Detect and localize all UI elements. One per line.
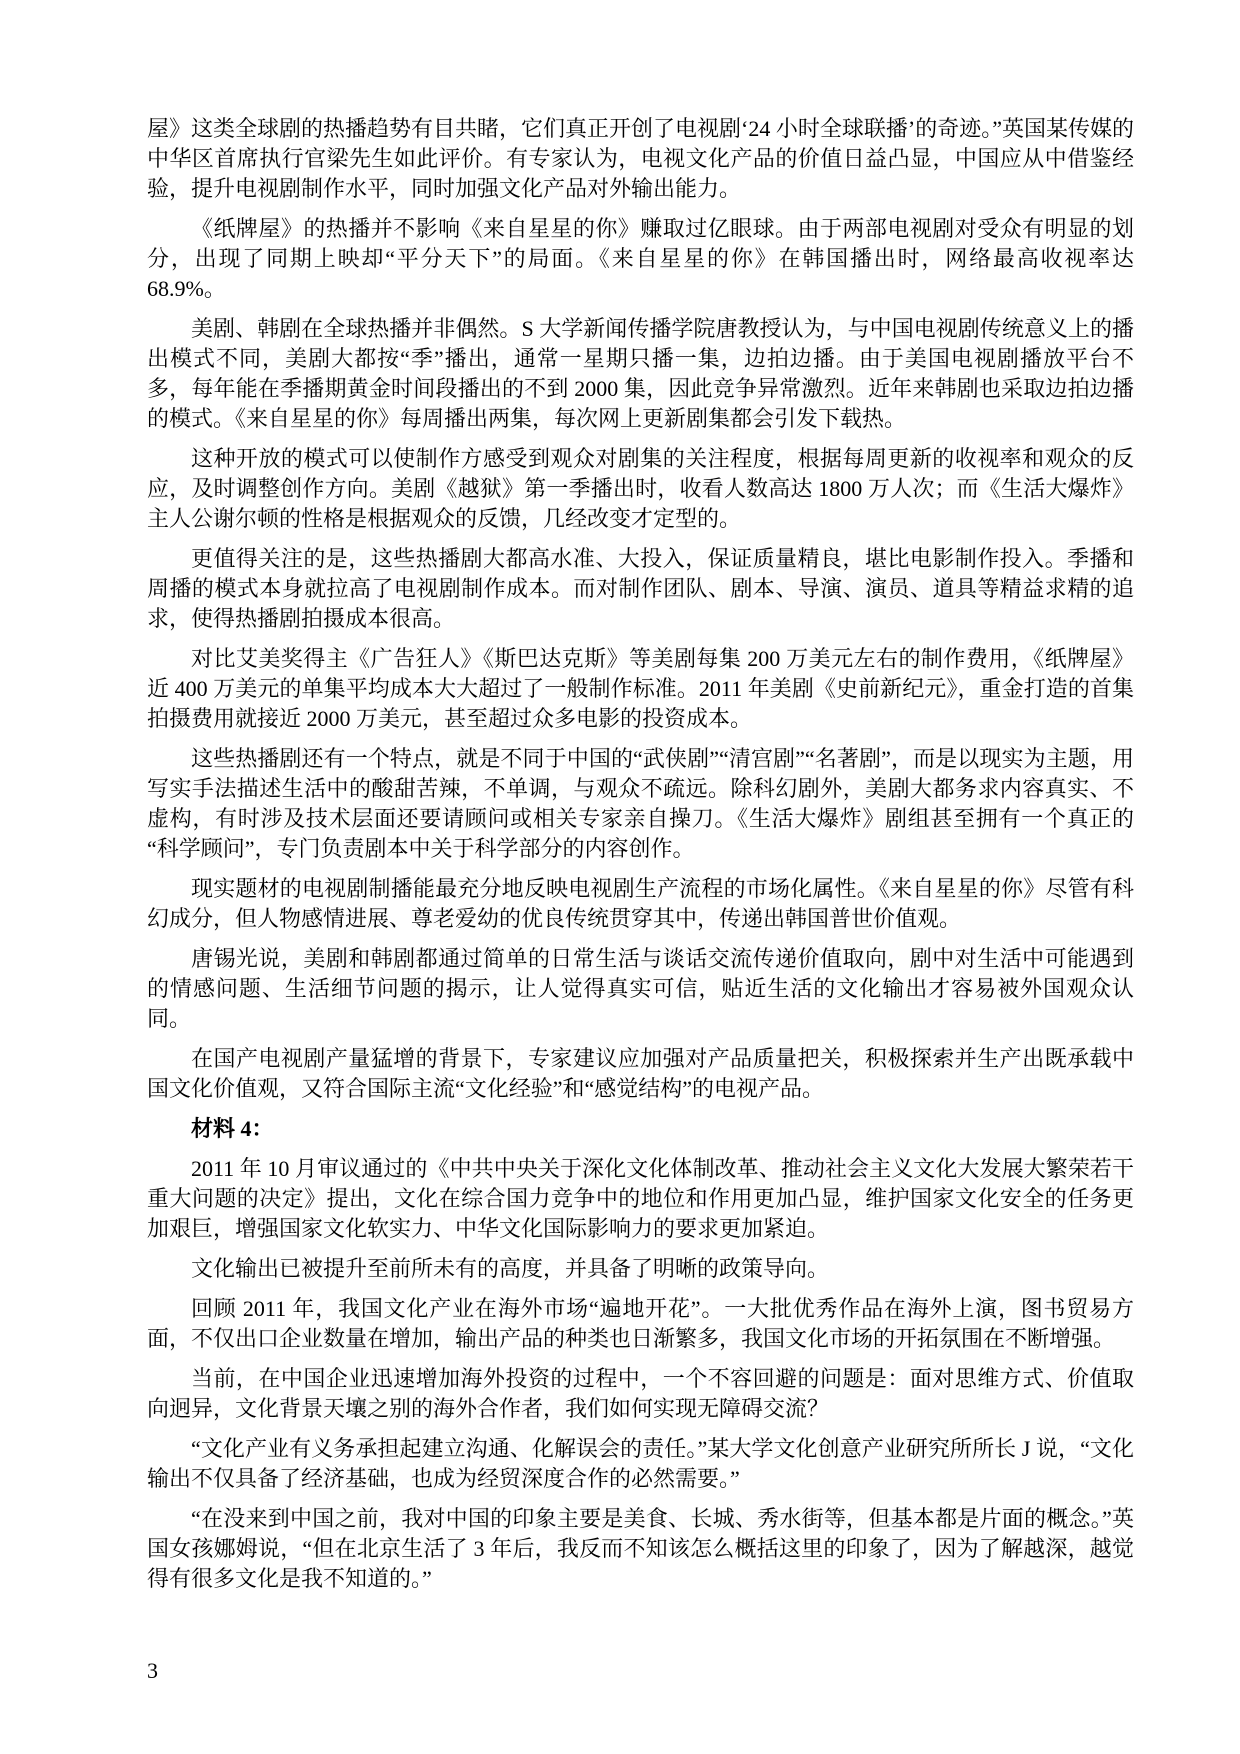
paragraph-market-attributes: 现实题材的电视剧制播能最充分地反映电视剧生产流程的市场化属性。《来自星星的你》尽管有科幻成分，但人物感情进展、尊老爱幼的优良传统贯穿其中，传递出韩国普世价值观。 [147,876,1134,931]
paragraph-overseas-investment-question: 当前，在中国企业迅速增加海外投资的过程中，一个不容回避的问题是：面对思维方式、价值取向迥异，文化背景天壤之别的海外合作者，我们如何实现无障碍交流？ [147,1366,1134,1421]
paragraph-realistic-themes: 这些热播剧还有一个特点，就是不同于中国的“武侠剧”“清宫剧”“名著剧”，而是以现实为主题，用写实手法描述生活中的酸甜苦辣，不单调，与观众不疏远。除科幻剧外，美剧大都务求内容真实、不虚构，有时涉及技术层面还要请顾问或相关专家亲自操刀。《生活大爆炸》剧组甚至拥有一个真正的“科学顾问”，专门负责剧本中关于科学部分的内容创作。 [147,746,1134,861]
paragraph-production-cost-comparison: 对比艾美奖得主《广告狂人》《斯巴达克斯》等美剧每集 200 万美元左右的制作费用，《纸牌屋》近 400 万美元的单集平均成本大大超过了一般制作标准。2011 年美剧《史前新纪元》，重金打造的首集拍摄费用就接近 2000 万美元，甚至超过众多电影的投资成本。 [147,646,1134,731]
paragraph-overseas-market-2011: 回顾 2011 年，我国文化产业在海外市场“遍地开花”。一大批优秀作品在海外上演，图书贸易方面，不仅出口企业数量在增加，输出产品的种类也日渐繁多，我国文化市场的开拓氛围在不断增强。 [147,1296,1134,1351]
paragraph-british-girl-quote: “在没来到中国之前，我对中国的印象主要是美食、长城、秀水街等，但基本都是片面的概念。”英国女孩娜姆说，“但在北京生活了 3 年后，我反而不知该怎么概括这里的印象了，因为了解越深，越觉得有很多文化是我不知道的。” [147,1506,1134,1591]
paragraph-director-j-quote: “文化产业有义务承担起建立沟通、化解误会的责任。”某大学文化创意产业研究所所长 J 说，“文化输出不仅具备了经济基础，也成为经贸深度合作的必然需要。” [147,1436,1134,1491]
paragraph-2011-decision: 2011 年 10 月审议通过的《中共中央关于深化文化体制改革、推动社会主义文化大发展大繁荣若干重大问题的决定》提出，文化在综合国力竞争中的地位和作用更加凸显，维护国家文化安全的任务更加艰巨，增强国家文化软实力、中华文化国际影响力的要求更加紧迫。 [147,1156,1134,1241]
paragraph-us-korean-drama-seasons: 美剧、韩剧在全球热播并非偶然。S 大学新闻传播学院唐教授认为，与中国电视剧传统意义上的播出模式不同，美剧大都按“季”播出，通常一星期只播一集，边拍边播。由于美国电视剧播放平台不多，每年能在季播期黄金时间段播出的不到 2000 集，因此竞争异常激烈。近年来韩剧也采取边拍边播的模式。《来自星星的你》每周播出两集，每次网上更新剧集都会引发下载热。 [147,316,1134,431]
material-4-heading: 材料 4： [191,1116,274,1141]
paragraph-house-of-cards-ratings: 《纸牌屋》的热播并不影响《来自星星的你》赚取过亿眼球。由于两部电视剧对受众有明显的划分，出现了同期上映却“平分天下”的局面。《来自星星的你》在韩国播出时，网络最高收视率达 68.9%。 [147,216,1134,301]
paragraph-high-investment: 更值得关注的是，这些热播剧大都高水准、大投入，保证质量精良，堪比电影制作投入。季播和周播的模式本身就拉高了电视剧制作成本。而对制作团队、剧本、导演、演员、道具等精益求精的追求，使得热播剧拍摄成本很高。 [147,546,1134,631]
paragraph-tang-xiguang-quote: 唐锡光说，美剧和韩剧都通过简单的日常生活与谈话交流传递价值取向，剧中对生活中可能遇到的情感问题、生活细节问题的揭示，让人觉得真实可信，贴近生活的文化输出才容易被外国观众认同。 [147,946,1134,1031]
page-number: 3 [147,1658,158,1683]
paragraph-expert-suggestion: 在国产电视剧产量猛增的背景下，专家建议应加强对产品质量把关，积极探索并生产出既承载中国文化价值观，又符合国际主流“文化经验”和“感觉结构”的电视产品。 [147,1046,1134,1101]
document-body [147,114,1134,1594]
paragraph-policy-orientation: 文化输出已被提升至前所未有的高度，并具备了明晰的政策导向。 [191,1256,830,1281]
paragraph-continued-from-previous-page: 屋》这类全球剧的热播趋势有目共睹，它们真正开创了电视剧‘24 小时全球联播’的奇迹。”英国某传媒的中华区首席执行官梁先生如此评价。有专家认为，电视文化产品的价值日益凸显，中国应从中借鉴经验，提升电视剧制作水平，同时加强文化产品对外输出能力。 [147,116,1134,201]
paragraph-open-production-mode: 这种开放的模式可以使制作方感受到观众对剧集的关注程度，根据每周更新的收视率和观众的反应，及时调整创作方向。美剧《越狱》第一季播出时，收看人数高达 1800 万人次；而《生活大爆炸》主人公谢尔顿的性格是根据观众的反馈，几经改变才定型的。 [147,446,1134,531]
